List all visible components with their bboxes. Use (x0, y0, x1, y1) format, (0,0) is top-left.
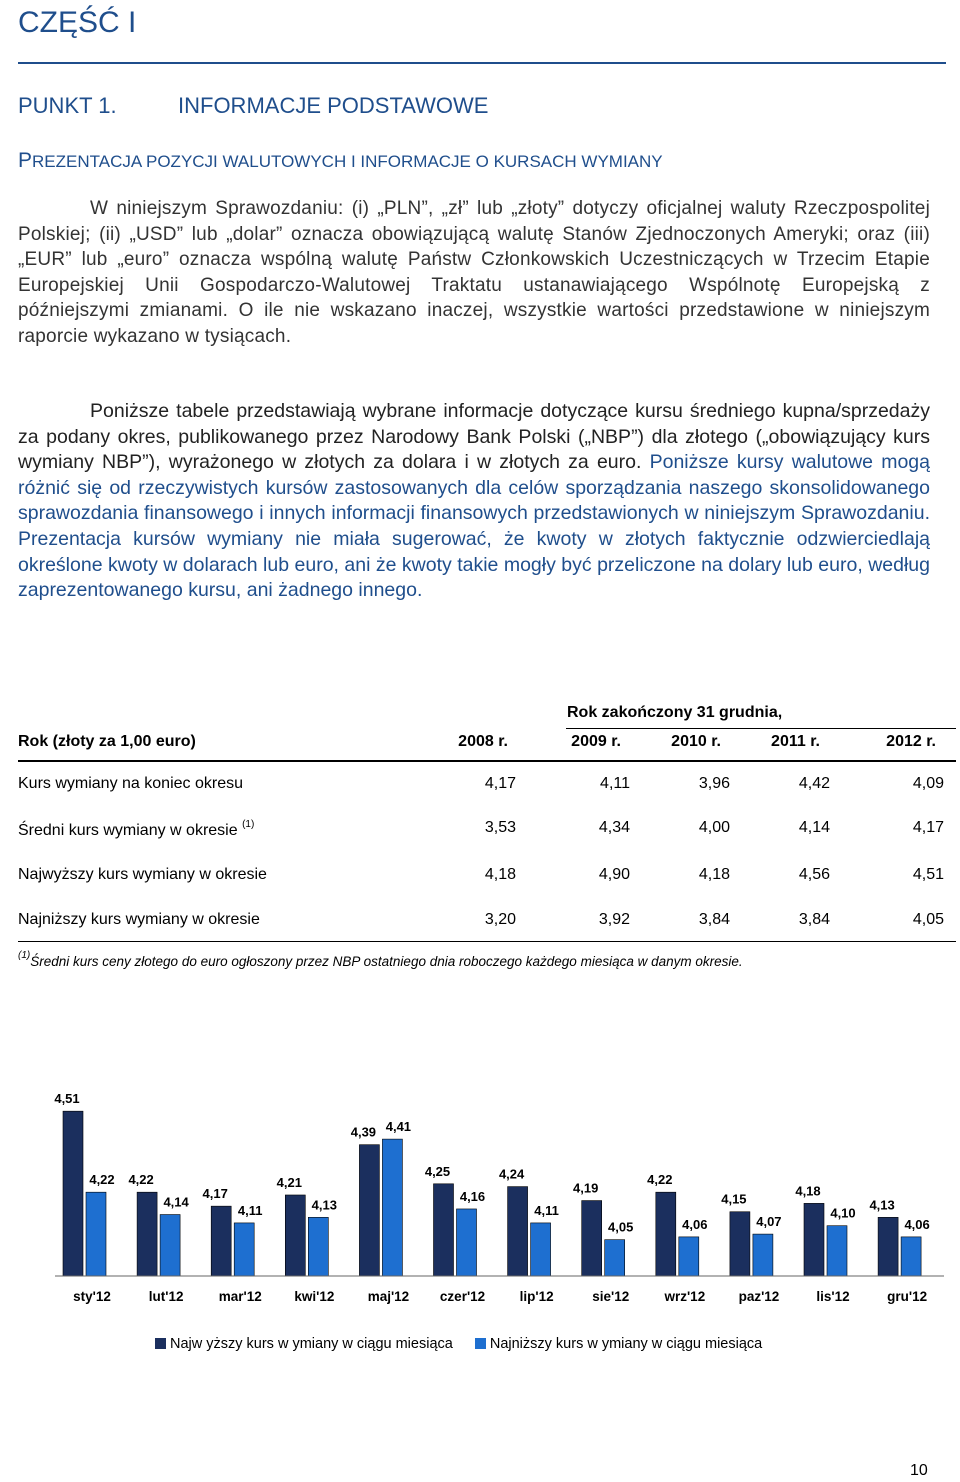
table-footnote (18, 950, 743, 969)
bar-data-label: 4,22 (128, 1172, 154, 1188)
row-value: 4,56 (798, 866, 830, 883)
bar-low (457, 1209, 477, 1276)
bar-data-label: 4,22 (647, 1172, 673, 1188)
section-heading-initial: P (18, 149, 33, 172)
paragraph-exchange-rates-part2: Poniższe kursy walutowe mogą różnić się od rzeczywistych kursów zastosowanych dla celów sporządzania naszego skonsolidowanego sprawozdania finansowego i innych informacji finansowych przedstawionych w niniejszym Sprawozdaniu. (18, 451, 930, 525)
row-value: 4,18 (484, 866, 516, 883)
bar-data-label: 4,07 (756, 1214, 782, 1230)
category-label: sie'12 (592, 1289, 630, 1304)
paragraph-exchange-rates-part1: Poniższe tabele przedstawiają wybrane informacje dotyczące kursu średniego kupna/sprzedaży za podany okres, publikowanego przez Narodowy Bank Polski („NBP”) dla złotego („obowiązujący kurs wymiany NBP”), wyrażonego w złotych za dolara i w złotych za euro. (18, 400, 930, 474)
bar-data-label: 4,22 (89, 1172, 115, 1188)
row-value: 3,92 (598, 911, 630, 928)
bar-data-label: 4,19 (573, 1180, 599, 1196)
bar-data-label: 4,39 (350, 1124, 377, 1140)
row-label: Najwyższy kurs wymiany w okresie (18, 866, 267, 883)
row-value: 3,53 (484, 819, 516, 836)
bar-high (434, 1184, 454, 1276)
row-value: 4,11 (600, 775, 630, 792)
bar-data-label: 4,05 (608, 1219, 634, 1235)
point-number: PUNKT 1. (18, 93, 117, 118)
row-label: Najniższy kurs wymiany w okresie (18, 911, 260, 928)
bar-data-label: 4,13 (311, 1197, 337, 1213)
bar-data-label: 4,06 (682, 1216, 708, 1232)
bar-low (308, 1217, 328, 1276)
bar-data-label: 4,21 (276, 1174, 302, 1190)
table-header-label: Rok (złoty za 1,00 euro) (18, 733, 196, 750)
category-label: paz'12 (738, 1289, 780, 1304)
part-title-rule (18, 62, 946, 64)
table-row (18, 866, 956, 888)
bar-high (878, 1217, 898, 1276)
section-heading (18, 149, 663, 173)
legend-item-high (155, 1336, 453, 1352)
bar-data-label: 4,16 (459, 1188, 486, 1204)
category-label: lip'12 (519, 1289, 554, 1304)
bar-low (679, 1237, 699, 1276)
bar-high (582, 1201, 602, 1276)
category-label: mar'12 (218, 1289, 262, 1304)
bar-high (804, 1203, 824, 1276)
row-value: 4,17 (484, 775, 516, 792)
table-row (18, 819, 956, 841)
table-bottom-rule (18, 941, 956, 942)
bar-low (234, 1223, 254, 1276)
row-value: 4,34 (598, 819, 630, 836)
bar-high (137, 1192, 157, 1276)
bar-low (160, 1215, 180, 1276)
bar-high (359, 1145, 379, 1276)
bar-low (827, 1226, 847, 1276)
row-value: 4,51 (912, 866, 944, 883)
bar-data-label: 4,15 (721, 1191, 747, 1207)
paragraph-definitions-text: W niniejszym Sprawozdaniu: (i) „PLN”, „zł” lub „złoty” dotyczy oficjalnej waluty Rzeczpospolitej Polskiej; (ii) „USD” lub „dolar” oznacza obowiązującą walutę Stanów Zjednoczonych Ameryki; oraz (iii) „EUR” lub „euro” oznacza wspólną walutę Państw Członkowskich Uczestniczących w Trzecim Etapie Europejskiej Unii Gospodarczo-Walutowej Traktatu ustanawiającego Wspólnotę Europejską z późniejszymi zmianami. O ile nie wskazano inaczej, wszystkie wartości przedstawione w niniejszym raporcie wykazano w tysiącach. (18, 198, 930, 347)
row-value: 3,96 (698, 775, 730, 792)
paragraph-definitions (18, 196, 930, 350)
row-value: 3,84 (698, 911, 730, 928)
legend-label-low: Najniższy kurs w ymiany w ciągu miesiąca (489, 1336, 763, 1352)
row-value: 4,14 (798, 819, 830, 836)
bar-data-label: 4,14 (163, 1194, 189, 1210)
bar-data-label: 4,25 (424, 1163, 451, 1179)
category-label: gru'12 (887, 1289, 928, 1304)
section-heading-rest: REZENTACJA POZYCJI WALUTOWYCH I INFORMACJE O KURSACH WYMIANY (32, 152, 663, 171)
category-label: lis'12 (816, 1289, 850, 1304)
table-caption: Rok zakończony 31 grudnia, (567, 704, 783, 721)
bar-low (901, 1237, 921, 1276)
bar-data-label: 4,17 (202, 1186, 228, 1202)
point-title: INFORMACJE PODSTAWOWE (178, 93, 489, 118)
bar-high (63, 1111, 83, 1276)
table-header (18, 733, 956, 755)
row-value: 4,18 (698, 866, 730, 883)
bar-data-label: 4,10 (830, 1205, 856, 1221)
row-footnote-mark: (1) (242, 819, 255, 830)
table-header-year: 2012 r. (886, 733, 936, 750)
legend-label-high: Najw yższy kurs w ymiany w ciągu miesiąca (170, 1336, 453, 1352)
table-header-year: 2009 r. (571, 733, 621, 750)
bar-low (86, 1192, 106, 1276)
row-value: 4,90 (598, 866, 630, 883)
category-label: kwi'12 (294, 1289, 335, 1304)
row-value: 4,05 (912, 911, 944, 928)
chart-category-labels (73, 1289, 927, 1304)
legend-swatch-low (475, 1338, 486, 1349)
paragraph-exchange-rates (18, 399, 930, 604)
bar-data-label: 4,51 (54, 1091, 80, 1107)
row-value: 3,84 (798, 911, 830, 928)
row-value: 4,09 (912, 775, 944, 792)
bar-high (656, 1192, 676, 1276)
bar-high (285, 1195, 305, 1276)
bar-data-label: 4,11 (237, 1202, 263, 1218)
bar-data-label: 4,11 (534, 1202, 559, 1218)
category-label: czer'12 (439, 1289, 486, 1304)
row-value: 4,00 (698, 819, 730, 836)
row-label-text: Średni kurs wymiany w okresie (18, 822, 238, 839)
table-header-year: 2010 r. (671, 733, 721, 750)
bar-data-label: 4,24 (498, 1166, 525, 1182)
table-caption-rule (566, 728, 956, 729)
bar-data-label: 4,06 (904, 1216, 930, 1232)
bar-high (211, 1206, 231, 1276)
bar-data-label: 4,13 (869, 1197, 895, 1213)
row-value: 4,17 (912, 819, 944, 836)
table-header-rule (18, 760, 956, 762)
category-label: lut'12 (148, 1289, 184, 1304)
part-title: CZĘŚĆ I (18, 6, 137, 39)
bar-low (605, 1240, 625, 1276)
legend-item-low (475, 1336, 762, 1352)
paragraph-exchange-rates-part3: Prezentacja kursów wymiany nie miała sugerować, że kwoty w złotych faktycznie odzwierciedlają określone kwoty w dolarach lub euro, ani że kwoty takie mogły być przeliczone na dolary lub euro, według zaprezentowanego kursu, ani żadnego innego. (18, 527, 930, 602)
table-header-year: 2008 r. (458, 733, 508, 750)
monthly-rate-bar-chart (0, 1060, 960, 1370)
row-label: Kurs wymiany na koniec okresu (18, 775, 243, 792)
bar-high (508, 1187, 528, 1276)
chart-legend (155, 1336, 780, 1352)
bar-low (753, 1234, 773, 1276)
bar-high (730, 1212, 750, 1276)
chart-bars (54, 1091, 929, 1276)
table-row (18, 775, 956, 797)
bar-data-label: 4,41 (385, 1119, 412, 1135)
table-row (18, 911, 956, 933)
footnote-text: Średni kurs ceny złotego do euro ogłoszony przez NBP ostatniego dnia roboczego każdego miesiąca w danym okresie. (30, 954, 743, 969)
bar-low (531, 1223, 551, 1276)
row-value: 4,42 (798, 775, 830, 792)
bar-data-label: 4,18 (795, 1183, 821, 1199)
point-heading (18, 93, 488, 119)
category-label: maj'12 (367, 1289, 410, 1304)
page-number: 10 (910, 1462, 928, 1479)
bar-low (382, 1139, 402, 1276)
category-label: wrz'12 (664, 1289, 706, 1304)
footnote-mark: (1) (18, 950, 31, 961)
legend-swatch-high (155, 1338, 166, 1349)
row-label (18, 819, 254, 840)
table-header-year: 2011 r. (771, 733, 820, 750)
row-value: 3,20 (484, 911, 516, 928)
category-label: sty'12 (73, 1289, 111, 1304)
